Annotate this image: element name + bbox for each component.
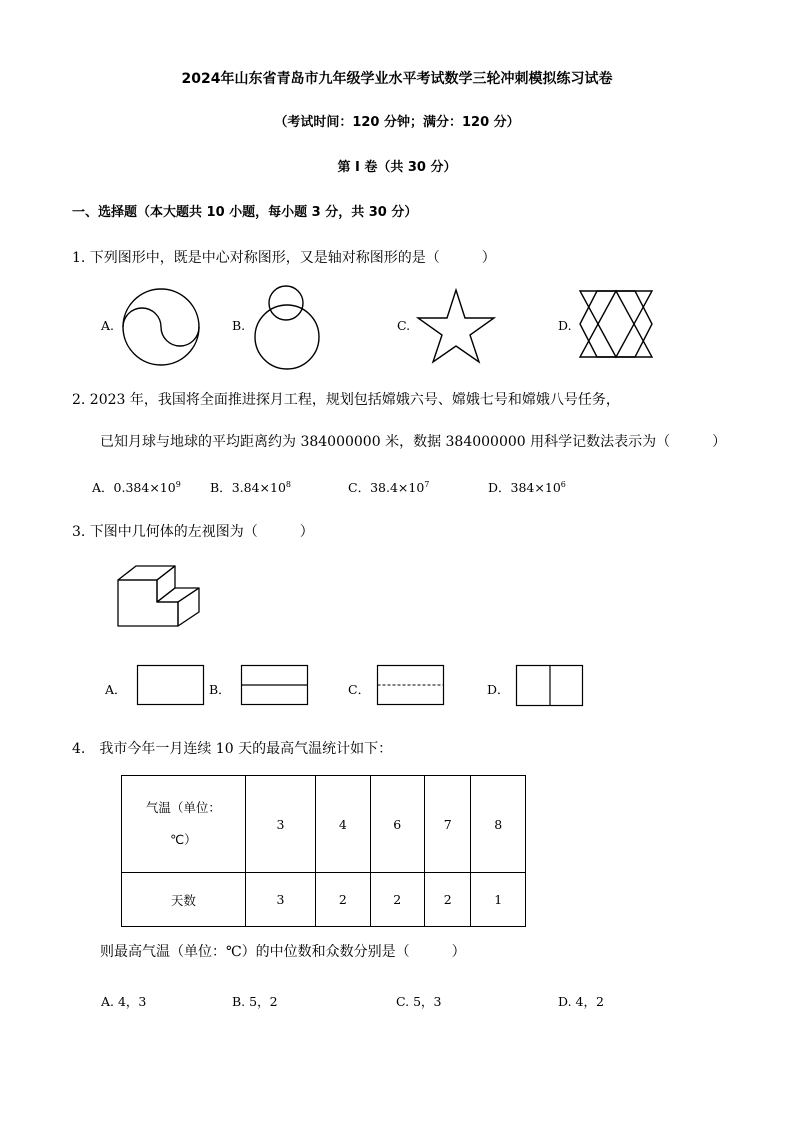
table-cell: 8: [471, 776, 526, 873]
q1-figure-d-hexagon-triangles: [578, 290, 654, 358]
q4-option-a: A. 4，3: [101, 994, 147, 1009]
q1-option-d-label: D.: [558, 318, 572, 333]
q2-option-a: [92, 478, 181, 496]
temperature-table: [121, 775, 526, 927]
table-cell: 2: [370, 873, 424, 927]
q3-stem: 3. 下图中几何体的左视图为（ ）: [72, 524, 314, 540]
q4-option-b: B. 5，2: [232, 994, 278, 1009]
q3-option-a-label: A．: [105, 682, 127, 697]
q1-figure-b-two-circles: [252, 283, 324, 373]
q2-option-c-label: C．: [348, 480, 371, 495]
q2-option-d-label: D．: [488, 480, 511, 495]
q3-option-c-label: C．: [348, 682, 371, 697]
table-cell: 3: [245, 776, 315, 873]
q2-option-d: [488, 478, 566, 496]
table-cell: 7: [424, 776, 471, 873]
q2-option-c-exp: 7: [424, 479, 430, 489]
q2-option-a-base: 0.384×10: [113, 480, 176, 495]
table-cell: 1: [471, 873, 526, 927]
q3-figure-d-rect-vertical-line: [516, 665, 583, 706]
q3-solid-figure: [115, 564, 205, 628]
q1-stem: 1. 下列图形中，既是中心对称图形，又是轴对称图形的是（ ）: [72, 250, 496, 266]
table-row-temperature: [122, 776, 526, 873]
q3-option-d-label: D．: [487, 682, 510, 697]
part-heading: 第 I 卷（共 30 分）: [337, 160, 457, 175]
q1-figure-a-taiji: [121, 287, 201, 367]
table-cell: 4: [316, 776, 370, 873]
q1-option-b-label: B.: [232, 318, 246, 333]
q4-option-d: D. 4，2: [558, 994, 604, 1009]
table-cell: 2: [316, 873, 370, 927]
q2-option-a-label: A．: [92, 480, 114, 495]
q4-stem: 4. 我市今年一月连续 10 天的最高气温统计如下：: [72, 741, 393, 757]
q2-option-c-base: 38.4×10: [370, 480, 425, 495]
q3-figure-b-rect-solid-line: [241, 665, 308, 705]
q2-option-b-exp: 8: [285, 479, 291, 489]
q4-question: 则最高气温（单位：℃）的中位数和众数分别是（ ）: [100, 944, 466, 960]
q3-figure-c-rect-dashed-line: [377, 665, 444, 705]
exam-title: 2024年山东省青岛市九年级学业水平考试数学三轮冲刺模拟练习试卷: [181, 71, 613, 87]
q2-option-c: [348, 478, 429, 496]
table-header-days: 天数: [122, 873, 246, 927]
q2-option-d-exp: 6: [560, 479, 566, 489]
q3-figure-a-rectangle: [137, 665, 204, 705]
q1-figure-c-star: [417, 289, 495, 363]
q2-option-b-base: 3.84×10: [231, 480, 286, 495]
table-row-days: [122, 873, 526, 927]
q1-option-c-label: C.: [397, 318, 411, 333]
temperature-header-line2: ℃）: [170, 832, 197, 847]
q3-option-b-label: B．: [209, 682, 231, 697]
q2-stem-line1: 2. 2023 年，我国将全面推进探月工程，规划包括嫦娥六号、嫦娥七号和嫦娥八号任务，: [72, 392, 620, 408]
table-cell: 3: [245, 873, 315, 927]
q4-option-c: C. 5，3: [396, 994, 442, 1009]
table-cell: 2: [424, 873, 471, 927]
q2-option-a-exp: 9: [175, 479, 181, 489]
temperature-header-line1: 气温（单位：: [145, 800, 221, 815]
q2-option-b-label: B．: [210, 480, 232, 495]
section-heading: 一、选择题（本大题共 10 小题，每小题 3 分，共 30 分）: [72, 205, 418, 220]
table-cell: 6: [370, 776, 424, 873]
table-header-temperature: [122, 776, 246, 873]
exam-subtitle: （考试时间：120 分钟；满分：120 分）: [274, 115, 520, 130]
q2-stem-line2: 已知月球与地球的平均距离约为 384000000 米，数据 384000000 用科学记数法表示为（ ）: [100, 434, 727, 450]
q2-option-d-base: 384×10: [510, 480, 561, 495]
q2-option-b: [210, 478, 291, 496]
q1-option-a-label: A.: [101, 318, 115, 333]
